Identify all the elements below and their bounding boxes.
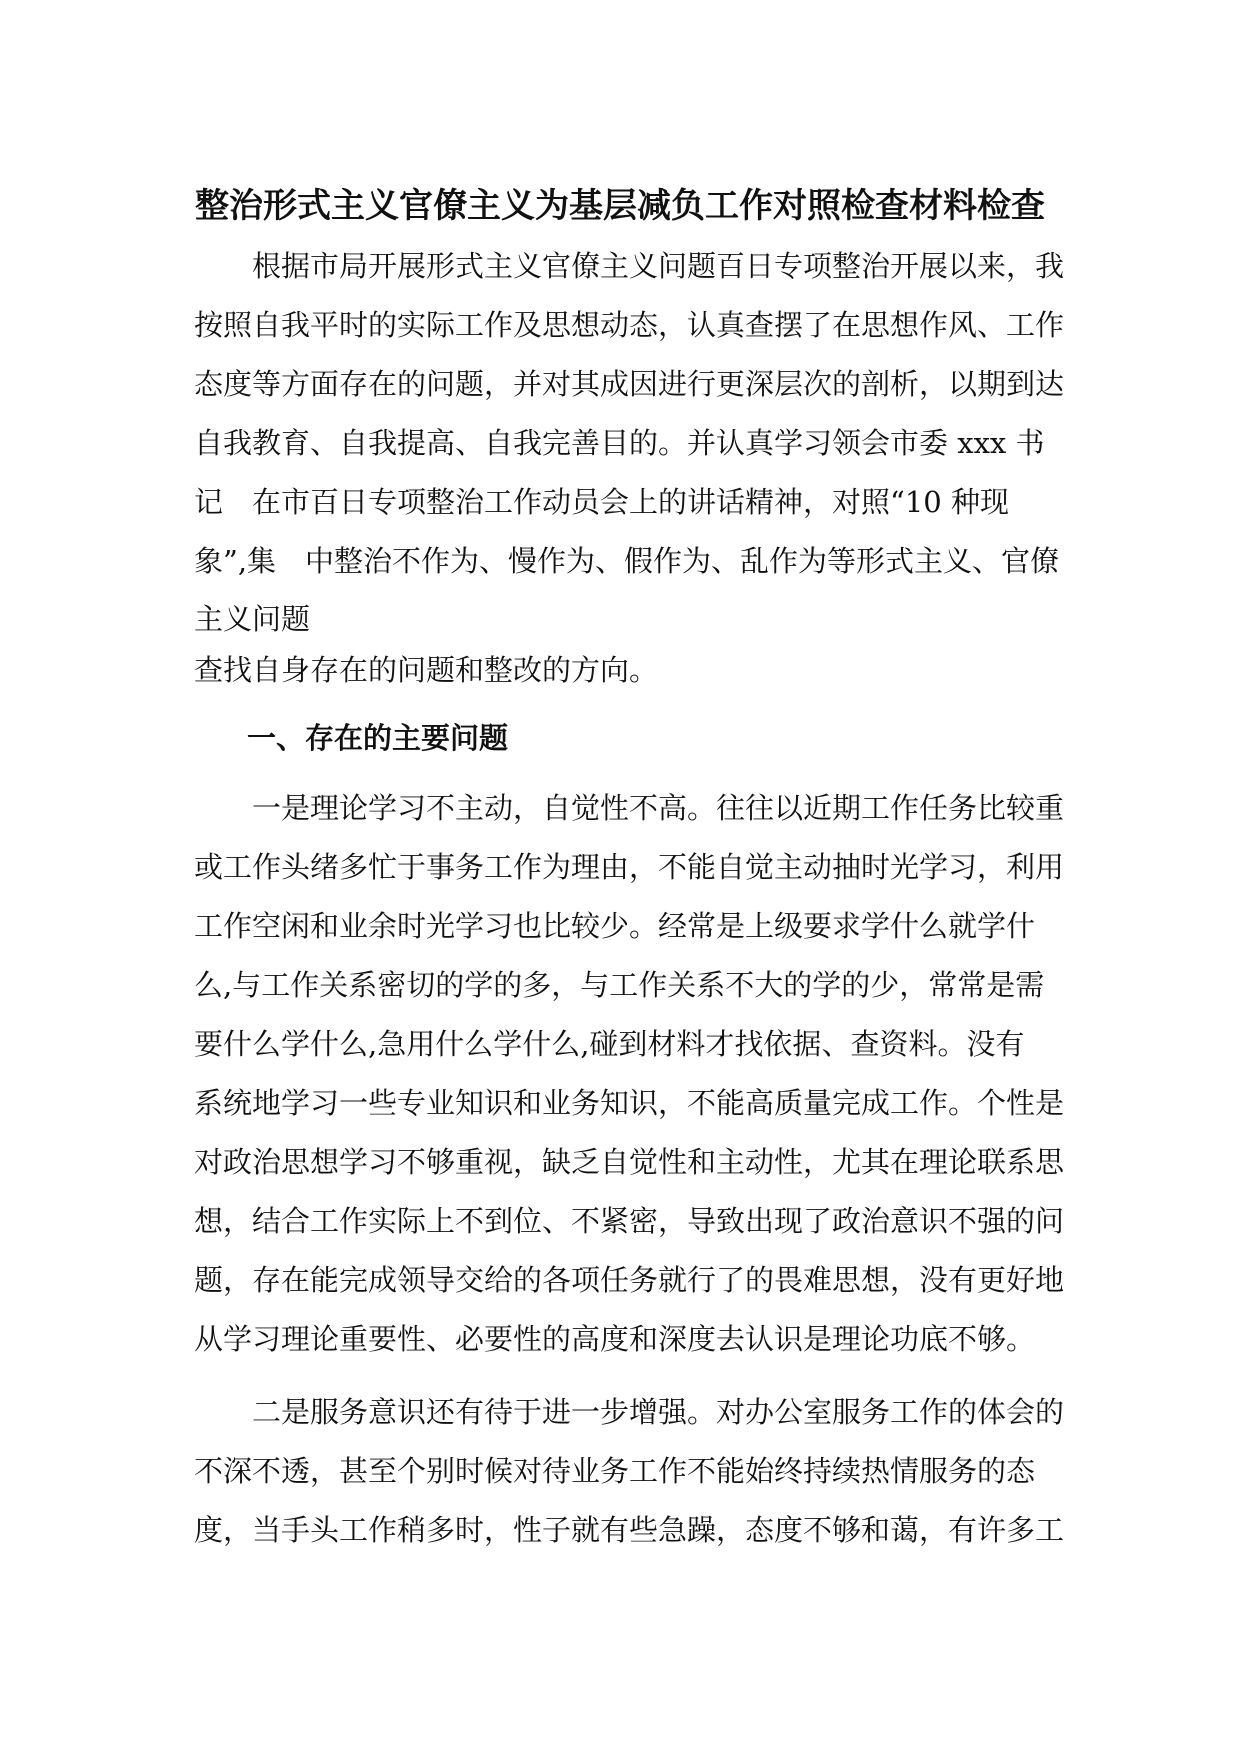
intro-line-2: 按照自我平时的实际工作及思想动态，认真查摆了在思想作风、工作: [194, 308, 1065, 342]
intro-line-6: 象”,集 中整治不作为、慢作为、假作为、乱作为等形式主义、官僚: [194, 544, 1060, 578]
intro-line-3: 态度等方面存在的问题，并对其成因进行更深层次的剖析，以期到达: [194, 367, 1065, 401]
intro-line-7: 主义问题: [194, 602, 311, 636]
para1-line-4: 么,与工作关系密切的学的多，与工作关系不大的学的少，常常是需: [194, 968, 1045, 1002]
para1-line-1: 一是理论学习不主动，自觉性不高。往往以近期工作任务比较重: [194, 791, 1065, 825]
section-heading: 一、存在的主要问题: [247, 721, 509, 755]
para2-line-2: 不深不透，甚至个别时候对待业务工作不能始终持续热情服务的态: [194, 1454, 1036, 1488]
para1-line-8: 想，结合工作实际上不到位、不紧密，导致出现了政治意识不强的问: [194, 1204, 1065, 1238]
para2-line-3: 度，当手头工作稍多时，性子就有些急躁，态度不够和蔼，有许多工: [194, 1513, 1065, 1547]
para1-line-2: 或工作头绪多忙于事务工作为理由，不能自觉主动抽时光学习，利用: [194, 850, 1065, 884]
intro-line-4: 自我教育、自我提高、自我完善目的。并认真学习领会市委 xxx 书: [194, 426, 1045, 460]
intro-line-1: 根据市局开展形式主义官僚主义问题百日专项整治开展以来，我: [194, 249, 1065, 283]
para1-line-3: 工作空闲和业余时光学习也比较少。经常是上级要求学什么就学什: [194, 909, 1036, 943]
intro-line-8: 查找自身存在的问题和整改的方向。: [194, 653, 659, 687]
para1-line-5: 要什么学什么,急用什么学什么,碰到材料才找依据、查资料。没有: [194, 1027, 1025, 1061]
para1-line-7: 对政治思想学习不够重视，缺乏自觉性和主动性，尤其在理论联系思: [194, 1145, 1065, 1179]
document-title: 整治形式主义官僚主义为基层减负工作对照检查材料检查: [195, 186, 1045, 226]
para1-line-6: 系统地学习一些专业知识和业务知识，不能高质量完成工作。个性是: [194, 1086, 1065, 1120]
para1-line-9: 题，存在能完成领导交给的各项任务就行了的畏难思想，没有更好地: [194, 1263, 1065, 1297]
para2-line-1: 二是服务意识还有待于进一步增强。对办公室服务工作的体会的: [194, 1395, 1065, 1429]
intro-line-5: 记 在市百日专项整治工作动员会上的讲话精神，对照“10 种现: [194, 485, 1009, 519]
para1-line-10: 从学习理论重要性、必要性的高度和深度去认识是理论功底不够。: [194, 1322, 1036, 1356]
